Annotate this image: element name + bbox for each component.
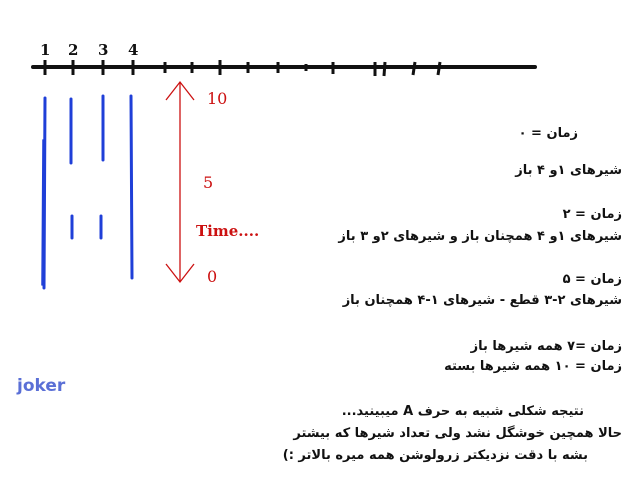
time-2-label: زمان = ۲ <box>562 207 622 222</box>
valve-4-bar <box>131 96 132 278</box>
time-7-line: زمان =۷ همه شیرها باز <box>470 339 622 354</box>
result-line-1: نتیجه شکلی شبیه به حرف A میبینید... <box>341 404 584 419</box>
timeline-tick <box>384 62 385 76</box>
time-0-label: زمان = ۰ <box>518 126 578 141</box>
valve-number-3: 3 <box>98 41 109 59</box>
valve-1-bar-shadow <box>42 140 43 285</box>
time-10-line: زمان = ۱۰ همه شیرها بسته <box>444 359 622 374</box>
signature-joker: joker <box>17 376 66 396</box>
valve-number-1: 1 <box>40 41 51 59</box>
time-5-label: زمان = ۵ <box>562 272 622 287</box>
time-label-0: 0 <box>207 267 218 286</box>
time-label-5: 5 <box>203 173 214 192</box>
result-line-3: بشه با دقت نزدیکتر زرولوشن همه میره بالاتر :) <box>282 448 588 463</box>
valve-number-2: 2 <box>68 41 79 59</box>
result-line-2: حالا همچین خوشگل نشد ولی تعداد شیرها که بیشتر <box>293 426 622 441</box>
valve-bars <box>42 96 132 288</box>
time-label-10: 10 <box>207 89 228 108</box>
time-axis-title: Time.... <box>196 222 260 240</box>
time-arrow <box>166 82 194 282</box>
time-2-state: شیرهای ۱و ۴ همچنان باز و شیرهای ۲و ۳ باز <box>338 229 622 244</box>
time-5-state: شیرهای ۲-۳ قطع - شیرهای ۱-۴ همچنان باز <box>342 293 622 308</box>
valve-1-bar <box>44 98 45 288</box>
timeline-tick <box>438 62 440 75</box>
timeline-tick <box>413 62 415 75</box>
valve-number-4: 4 <box>128 41 139 59</box>
time-0-state: شیرهای ۱و ۴ باز <box>515 163 622 178</box>
